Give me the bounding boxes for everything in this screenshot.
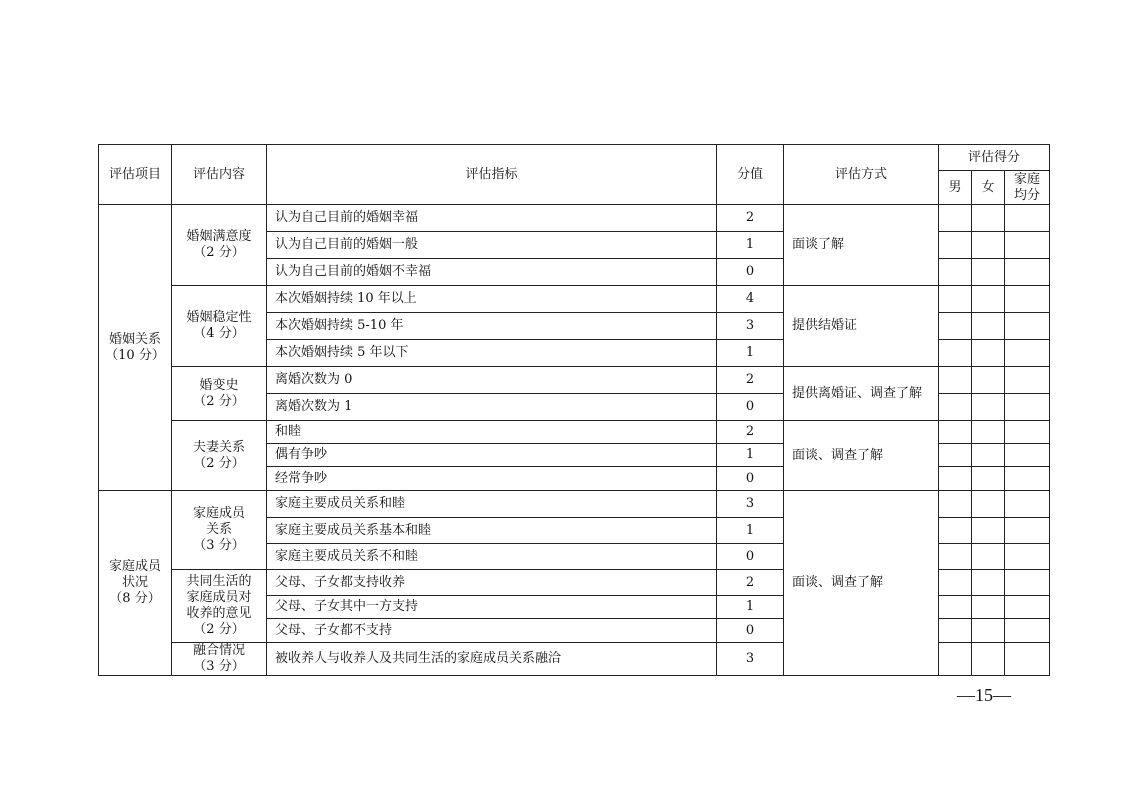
score-cell: 4 xyxy=(717,286,784,313)
family-score-cell xyxy=(1005,394,1050,421)
family-score-cell xyxy=(1005,421,1050,444)
male-score-cell xyxy=(939,367,972,394)
score-cell: 2 xyxy=(717,205,784,232)
header-indicator: 评估指标 xyxy=(267,145,717,205)
header-male: 男 xyxy=(939,171,972,205)
score-cell: 0 xyxy=(717,259,784,286)
indicator-cell: 经常争吵 xyxy=(267,467,717,491)
score-cell: 0 xyxy=(717,394,784,421)
content-cell: 融合情况 （3 分） xyxy=(172,643,267,676)
male-score-cell xyxy=(939,286,972,313)
score-cell: 2 xyxy=(717,570,784,596)
family-score-cell xyxy=(1005,596,1050,619)
table-row xyxy=(99,286,1050,313)
indicator-cell: 被收养人与收养人及共同生活的家庭成员关系融洽 xyxy=(267,643,717,676)
family-score-cell xyxy=(1005,570,1050,596)
family-score-cell xyxy=(1005,286,1050,313)
male-score-cell xyxy=(939,544,972,570)
female-score-cell xyxy=(972,421,1005,444)
score-cell: 1 xyxy=(717,232,784,259)
male-score-cell xyxy=(939,340,972,367)
indicator-cell: 父母、子女都不支持 xyxy=(267,619,717,643)
score-cell: 1 xyxy=(717,596,784,619)
male-score-cell xyxy=(939,619,972,643)
female-score-cell xyxy=(972,394,1005,421)
male-score-cell xyxy=(939,259,972,286)
header-female: 女 xyxy=(972,171,1005,205)
family-score-cell xyxy=(1005,619,1050,643)
score-cell: 2 xyxy=(717,367,784,394)
female-score-cell xyxy=(972,340,1005,367)
header-project: 评估项目 xyxy=(99,145,172,205)
method-cell: 面谈了解 xyxy=(784,205,939,286)
female-score-cell xyxy=(972,518,1005,544)
family-score-cell xyxy=(1005,544,1050,570)
female-score-cell xyxy=(972,205,1005,232)
section-title: 家庭成员 状况 （8 分） xyxy=(99,491,172,676)
table-row xyxy=(99,421,1050,444)
table-row xyxy=(99,205,1050,232)
score-cell: 3 xyxy=(717,313,784,340)
family-score-cell xyxy=(1005,367,1050,394)
indicator-cell: 离婚次数为 0 xyxy=(267,367,717,394)
family-score-cell xyxy=(1005,340,1050,367)
header-family-avg: 家庭 均分 xyxy=(1005,171,1050,205)
method-cell: 提供离婚证、调查了解 xyxy=(784,367,939,421)
male-score-cell xyxy=(939,394,972,421)
table-row xyxy=(99,491,1050,518)
indicator-cell: 认为自己目前的婚姻幸福 xyxy=(267,205,717,232)
score-cell: 2 xyxy=(717,421,784,444)
score-cell: 1 xyxy=(717,340,784,367)
female-score-cell xyxy=(972,570,1005,596)
family-score-cell xyxy=(1005,467,1050,491)
female-score-cell xyxy=(972,313,1005,340)
content-cell: 婚变史 （2 分） xyxy=(172,367,267,421)
female-score-cell xyxy=(972,259,1005,286)
male-score-cell xyxy=(939,232,972,259)
family-score-cell xyxy=(1005,518,1050,544)
indicator-cell: 本次婚姻持续 10 年以上 xyxy=(267,286,717,313)
family-score-cell xyxy=(1005,491,1050,518)
content-cell: 夫妻关系 （2 分） xyxy=(172,421,267,491)
male-score-cell xyxy=(939,467,972,491)
family-score-cell xyxy=(1005,643,1050,676)
table-row xyxy=(99,367,1050,394)
content-cell: 婚姻满意度 （2 分） xyxy=(172,205,267,286)
content-cell: 共同生活的 家庭成员对 收养的意见 （2 分） xyxy=(172,570,267,643)
female-score-cell xyxy=(972,596,1005,619)
method-cell: 面谈、调查了解 xyxy=(784,421,939,491)
male-score-cell xyxy=(939,596,972,619)
content-cell: 婚姻稳定性 （4 分） xyxy=(172,286,267,367)
score-cell: 3 xyxy=(717,491,784,518)
indicator-cell: 和睦 xyxy=(267,421,717,444)
family-score-cell xyxy=(1005,259,1050,286)
score-cell: 0 xyxy=(717,467,784,491)
score-cell: 3 xyxy=(717,643,784,676)
family-score-cell xyxy=(1005,444,1050,467)
content-cell: 家庭成员 关系 （3 分） xyxy=(172,491,267,570)
indicator-cell: 离婚次数为 1 xyxy=(267,394,717,421)
family-score-cell xyxy=(1005,313,1050,340)
male-score-cell xyxy=(939,570,972,596)
indicator-cell: 家庭主要成员关系不和睦 xyxy=(267,544,717,570)
indicator-cell: 父母、子女都支持收养 xyxy=(267,570,717,596)
header-method: 评估方式 xyxy=(784,145,939,205)
male-score-cell xyxy=(939,518,972,544)
female-score-cell xyxy=(972,643,1005,676)
indicator-cell: 认为自己目前的婚姻不幸福 xyxy=(267,259,717,286)
indicator-cell: 偶有争吵 xyxy=(267,444,717,467)
method-cell: 面谈、调查了解 xyxy=(784,491,939,676)
score-cell: 0 xyxy=(717,544,784,570)
header-score: 分值 xyxy=(717,145,784,205)
indicator-cell: 父母、子女其中一方支持 xyxy=(267,596,717,619)
score-cell: 0 xyxy=(717,619,784,643)
male-score-cell xyxy=(939,491,972,518)
male-score-cell xyxy=(939,421,972,444)
header-content: 评估内容 xyxy=(172,145,267,205)
female-score-cell xyxy=(972,544,1005,570)
male-score-cell xyxy=(939,313,972,340)
indicator-cell: 本次婚姻持续 5 年以下 xyxy=(267,340,717,367)
female-score-cell xyxy=(972,367,1005,394)
female-score-cell xyxy=(972,619,1005,643)
male-score-cell xyxy=(939,205,972,232)
female-score-cell xyxy=(972,467,1005,491)
family-score-cell xyxy=(1005,205,1050,232)
score-cell: 1 xyxy=(717,518,784,544)
female-score-cell xyxy=(972,286,1005,313)
method-cell: 提供结婚证 xyxy=(784,286,939,367)
indicator-cell: 认为自己目前的婚姻一般 xyxy=(267,232,717,259)
score-cell: 1 xyxy=(717,444,784,467)
table-body xyxy=(99,205,1050,676)
female-score-cell xyxy=(972,491,1005,518)
female-score-cell xyxy=(972,232,1005,259)
indicator-cell: 家庭主要成员关系和睦 xyxy=(267,491,717,518)
page-number: —15— xyxy=(957,685,1011,705)
header-result: 评估得分 xyxy=(939,145,1050,171)
female-score-cell xyxy=(972,444,1005,467)
indicator-cell: 家庭主要成员关系基本和睦 xyxy=(267,518,717,544)
family-score-cell xyxy=(1005,232,1050,259)
section-title: 婚姻关系 （10 分） xyxy=(99,205,172,491)
male-score-cell xyxy=(939,444,972,467)
evaluation-table xyxy=(98,144,1050,676)
male-score-cell xyxy=(939,643,972,676)
indicator-cell: 本次婚姻持续 5-10 年 xyxy=(267,313,717,340)
